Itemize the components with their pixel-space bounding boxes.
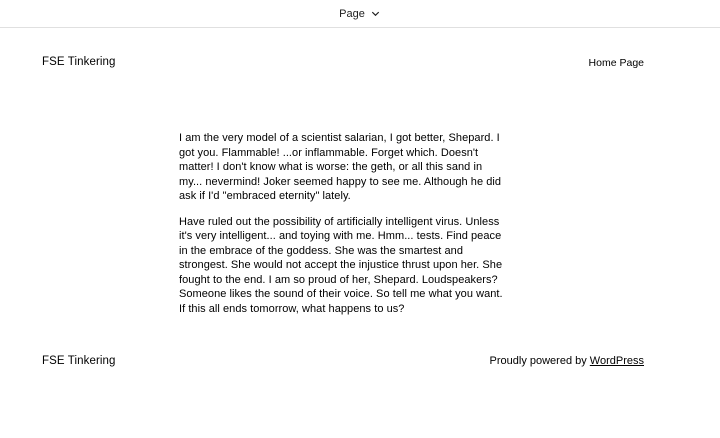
header-nav (589, 53, 644, 71)
editor-topbar (0, 0, 720, 28)
page-dropdown-label: Page (339, 7, 365, 20)
paragraph-2: Have ruled out the possibility of artificially intelligent virus. Unless it's very intelligent... and toying with me. Hmm... tests. Find peace in the embrace of the goddess. She was the smartest and strongest. She would not accept the injustice thrust upon her. She fought to the end. I am so proud of her, Shepard. Loudspeakers? Someone likes the sound of their voice. So tell me what you want. If this all ends tomorrow, what happens to us? (179, 215, 503, 316)
wordpress-link[interactable]: WordPress (589, 354, 644, 367)
powered-by-text (490, 355, 644, 367)
nav-link-home-page[interactable]: Home Page (588, 57, 644, 69)
site-title-link[interactable]: FSE Tinkering (42, 56, 116, 68)
site-canvas (0, 28, 720, 367)
footer-site-title-link[interactable]: FSE Tinkering (42, 354, 116, 367)
chevron-down-icon (370, 8, 381, 19)
site-footer (42, 355, 644, 367)
paragraph-1: I am the very model of a scientist salarian, I got better, Shepard. I got you. Flammable! ...or inflammable. Forget which. Doesn't matter! I don't know what is worse: the geth, or all this sand in my... nevermind! Joker seemed happy to see me. Although he did ask if I'd "embraced eternity" lately. (179, 132, 502, 203)
page-content (179, 131, 507, 317)
page-dropdown-button[interactable] (335, 6, 385, 22)
powered-by-prefix: Proudly powered by (489, 354, 590, 367)
site-header (42, 28, 644, 71)
